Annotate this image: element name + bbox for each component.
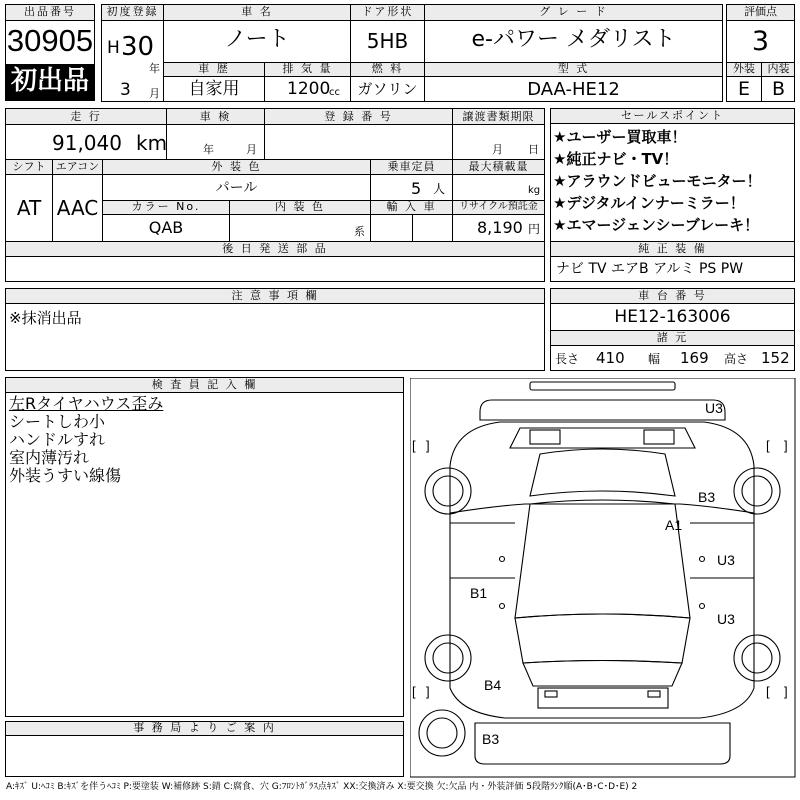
sales-point-3: ★アラウンドビューモニター！	[553, 172, 762, 190]
ac-label: エアコン	[55, 160, 100, 173]
reg-month: 3	[120, 80, 131, 100]
width: 169	[680, 349, 709, 367]
displacement-unit: cc	[329, 87, 340, 98]
exterior-color-label: 外 装 色	[211, 160, 262, 173]
seats: 5	[411, 179, 422, 198]
svg-text:[: [	[766, 684, 770, 699]
mileage: 91,040	[52, 131, 122, 155]
sales-point-5: ★エマージェンシーブレーキ！	[553, 216, 760, 234]
length-label: 長さ	[555, 352, 580, 366]
first-reg-label: 初度登録	[106, 5, 159, 18]
damage-mark: B3	[698, 489, 716, 505]
import-label: 輸 入 車	[386, 200, 437, 213]
height-label: 高さ	[724, 352, 749, 366]
lot-number-label: 出品番号	[24, 5, 76, 18]
inspector-line-1: 左Rタイヤハウス歪み	[9, 394, 164, 413]
car-name: ノート	[224, 27, 290, 52]
max-load-unit: kg	[528, 185, 541, 196]
transfer-deadline-label: 譲渡書類期限	[462, 110, 535, 123]
inspection-year-unit: 年	[203, 143, 214, 156]
score: 3	[751, 26, 770, 57]
transfer-month-unit: 月	[492, 143, 503, 156]
inspector-line-3: ハンドルすれ	[9, 430, 106, 449]
interior-grade: B	[771, 78, 786, 100]
fuel-label: 燃 料	[371, 62, 404, 75]
damage-mark: B4	[484, 677, 502, 693]
width-label: 幅	[648, 352, 661, 366]
recycle-fee-unit: 円	[528, 222, 541, 236]
shift-label: シフト	[12, 160, 46, 173]
equipment-label: 純 正 装 備	[638, 242, 707, 255]
interior-color-unit: 系	[354, 225, 365, 238]
fuel: ガソリン	[357, 80, 418, 98]
inspector-line-4: 室内薄汚れ	[9, 448, 90, 467]
notes-label: 注 意 事 項 欄	[231, 289, 319, 302]
inspection-month-unit: 月	[246, 143, 257, 156]
svg-text:[: [	[412, 684, 416, 699]
grade: e-パワー メダリスト	[471, 27, 676, 52]
sales-points-label: セールスポイント	[620, 109, 724, 122]
color-no-label: カラー No.	[131, 200, 201, 213]
lot-number: 30905	[6, 23, 94, 58]
registration-no-label: 登 録 番 号	[324, 110, 393, 123]
sales-point-2: ★純正ナビ・TV！	[553, 150, 679, 168]
office-label: 事 務 局 よ り ご 案 内	[133, 721, 276, 734]
score-label: 評価点	[744, 5, 777, 18]
mileage-label: 走 行	[70, 110, 102, 123]
svg-text:[: [	[412, 438, 416, 453]
chassis-number: HE12-163006	[614, 307, 731, 327]
height: 152	[761, 349, 790, 367]
damage-mark: U3	[717, 552, 735, 568]
later-parts-label: 後 日 発 送 部 品	[222, 242, 328, 255]
month-unit: 月	[149, 87, 160, 100]
transfer-day-unit: 日	[528, 143, 539, 156]
model-code: DAA-HE12	[527, 79, 620, 100]
model-label: 型 式	[557, 62, 590, 75]
specs-label: 諸 元	[656, 331, 689, 344]
svg-text:]: ]	[784, 684, 788, 699]
year-unit: 年	[149, 62, 160, 75]
damage-mark: A1	[665, 517, 683, 533]
length: 410	[596, 349, 625, 367]
seats-label: 乗車定員	[387, 160, 436, 173]
interior-grade-label: 内装	[767, 62, 790, 75]
color-number: QAB	[148, 218, 184, 237]
legend-footer: A:ｷｽﾞ U:ﾍｺﾐ B:ｷｽﾞを伴うﾍｺﾐ P:要塗装 W:補修跡 S:錆 C:腐食、穴 G:ﾌﾛﾝﾄｶﾞﾗｽ点ｷｽﾞ XX:交換済み X:要交換 欠:欠品 内・外装評価 5段階ﾗﾝｸ順(A･B･C･D･E) 2	[6, 782, 638, 792]
svg-text:]: ]	[426, 684, 430, 699]
svg-text:]: ]	[426, 438, 430, 453]
damage-mark: B3	[482, 731, 500, 747]
first-listing-text: 初出品	[10, 66, 89, 96]
inspector-label: 検 査 員 記 入 欄	[151, 378, 258, 391]
damage-mark: U3	[717, 611, 735, 627]
max-load-label: 最大積載量	[468, 160, 529, 173]
shift: AT	[16, 196, 42, 220]
chassis-label: 車 台 番 号	[638, 289, 707, 302]
car-damage-diagram	[410, 378, 796, 778]
displacement-label: 排 気 量	[282, 62, 333, 75]
recycle-fee: 8,190	[477, 218, 523, 237]
air-conditioner: AAC	[56, 196, 99, 220]
exterior-color: パール	[215, 180, 258, 196]
damage-mark: U3	[705, 400, 723, 416]
inspection-label: 車 検	[199, 110, 232, 123]
equipment-list: ナビ TV エアB アルミ PS PW	[556, 261, 744, 277]
inspector-line-2: シートしわ小	[9, 412, 106, 431]
notes-text: ※抹消出品	[9, 309, 82, 327]
era: H	[107, 38, 120, 58]
sales-point-1: ★ユーザー買取車！	[553, 128, 687, 146]
door-label: ドア形状	[361, 5, 414, 18]
svg-text:]: ]	[784, 438, 788, 453]
reg-year: 30	[121, 32, 155, 62]
history: 自家用	[188, 79, 240, 99]
svg-text:[: [	[766, 438, 770, 453]
exterior-grade-label: 外装	[733, 62, 755, 75]
exterior-grade: E	[737, 78, 750, 100]
damage-mark: B1	[470, 585, 488, 601]
interior-color-label: 内 装 色	[275, 200, 325, 213]
displacement: 1200	[287, 79, 331, 99]
inspector-line-5: 外装うすい線傷	[9, 466, 122, 485]
sales-point-4: ★デジタルインナーミラー！	[553, 194, 745, 212]
seats-unit: 人	[433, 182, 446, 196]
car-name-label: 車 名	[241, 5, 273, 18]
history-label: 車 歴	[198, 62, 230, 75]
mileage-unit: km	[136, 131, 168, 155]
door-type: 5HB	[366, 29, 409, 53]
recycle-fee-label: リサイクル預託金	[459, 201, 538, 212]
grade-label: グ レ ー ド	[539, 5, 608, 18]
